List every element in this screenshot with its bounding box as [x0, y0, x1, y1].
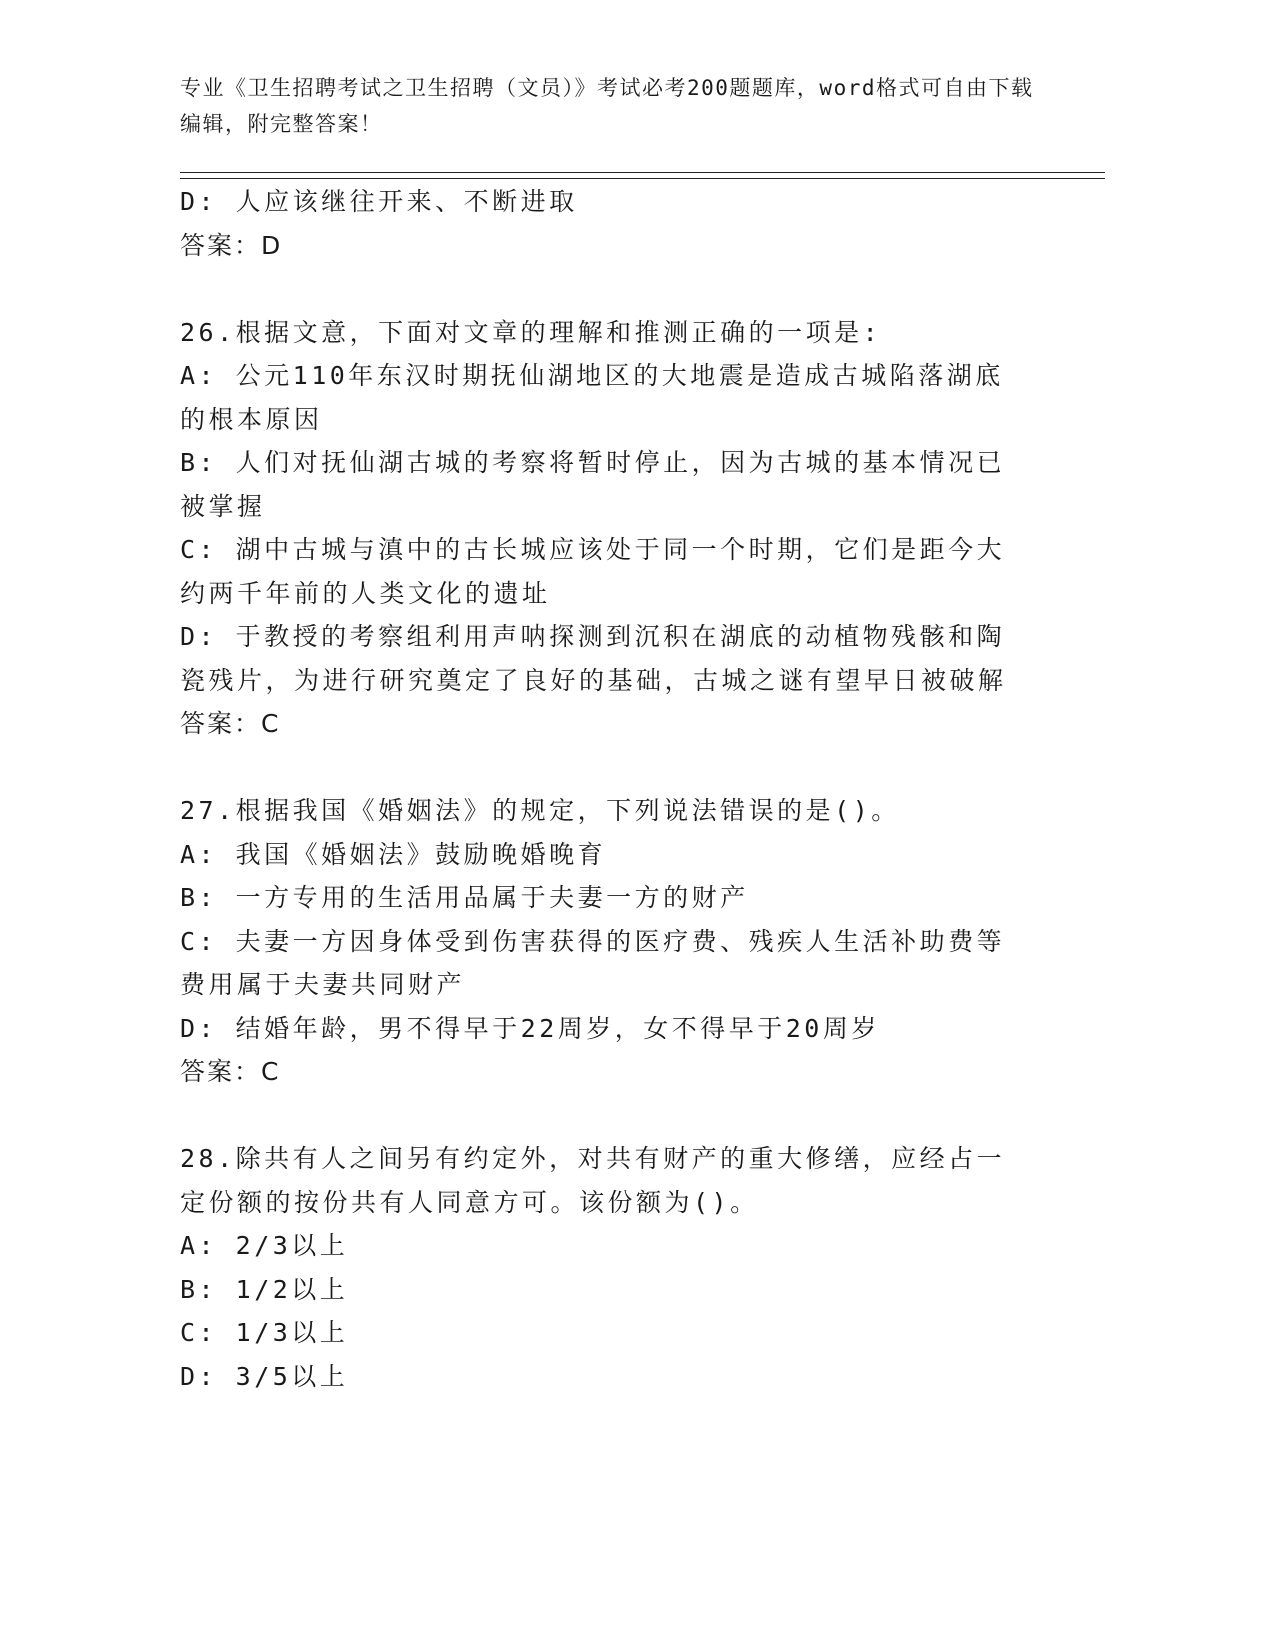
question-content [180, 180, 1030, 1398]
question-26-option-c: C: 湖中古城与滇中的古长城应该处于同一个时期，它们是距今大约两千年前的人类文化的遗址 [180, 535, 1006, 608]
question-28-stem: 28.除共有人之间另有约定外，对共有财产的重大修缮，应经占一定份额的按份共有人同意方可。该份额为()。 [180, 1144, 1006, 1217]
prev-answer: 答案：D [180, 230, 283, 260]
question-27-option-a: A: 我国《婚姻法》鼓励晚婚晚育 [180, 839, 607, 869]
question-28-option-c: C: 1/3以上 [180, 1318, 349, 1347]
question-26-option-b: B: 人们对抚仙湖古城的考察将暂时停止，因为古城的基本情况已被掌握 [180, 448, 1006, 521]
question-26-option-a: A: 公元110年东汉时期抚仙湖地区的大地震是造成古城陷落湖底的根本原因 [180, 361, 1004, 434]
prev-option-d: D: 人应该继往开来、不断进取 [180, 187, 578, 216]
question-27-option-c: C: 夫妻一方因身体受到伤害获得的医疗费、残疾人生活补助费等费用属于夫妻共同财产 [180, 926, 1006, 999]
question-26-stem: 26.根据文意，下面对文章的理解和推测正确的一项是: [180, 317, 882, 347]
question-28-option-b: B: 1/2以上 [180, 1274, 349, 1304]
question-27-option-d: D: 结婚年龄，男不得早于22周岁，女不得早于20周岁 [180, 1013, 880, 1043]
header-rule-top [180, 172, 1105, 173]
header-rule-bottom [180, 178, 1105, 179]
question-26-option-d: D: 于教授的考察组利用声呐探测到沉积在湖底的动植物残骸和陶瓷残片，为进行研究奠定了良好的基础，古城之谜有望早日被破解 [180, 622, 1007, 695]
question-26-answer: 答案：C [180, 709, 281, 738]
question-28-option-a: A: 2/3以上 [180, 1231, 349, 1260]
question-27-answer: 答案：C [180, 1057, 281, 1086]
question-28-option-d: D: 3/5以上 [180, 1361, 349, 1391]
question-27-stem: 27.根据我国《婚姻法》的规定，下列说法错误的是()。 [180, 796, 900, 825]
document-header: 专业《卫生招聘考试之卫生招聘（文员）》考试必考200题题库，word格式可自由下载编辑，附完整答案！ [180, 76, 1034, 136]
question-27-option-b: B: 一方专用的生活用品属于夫妻一方的财产 [180, 883, 749, 912]
